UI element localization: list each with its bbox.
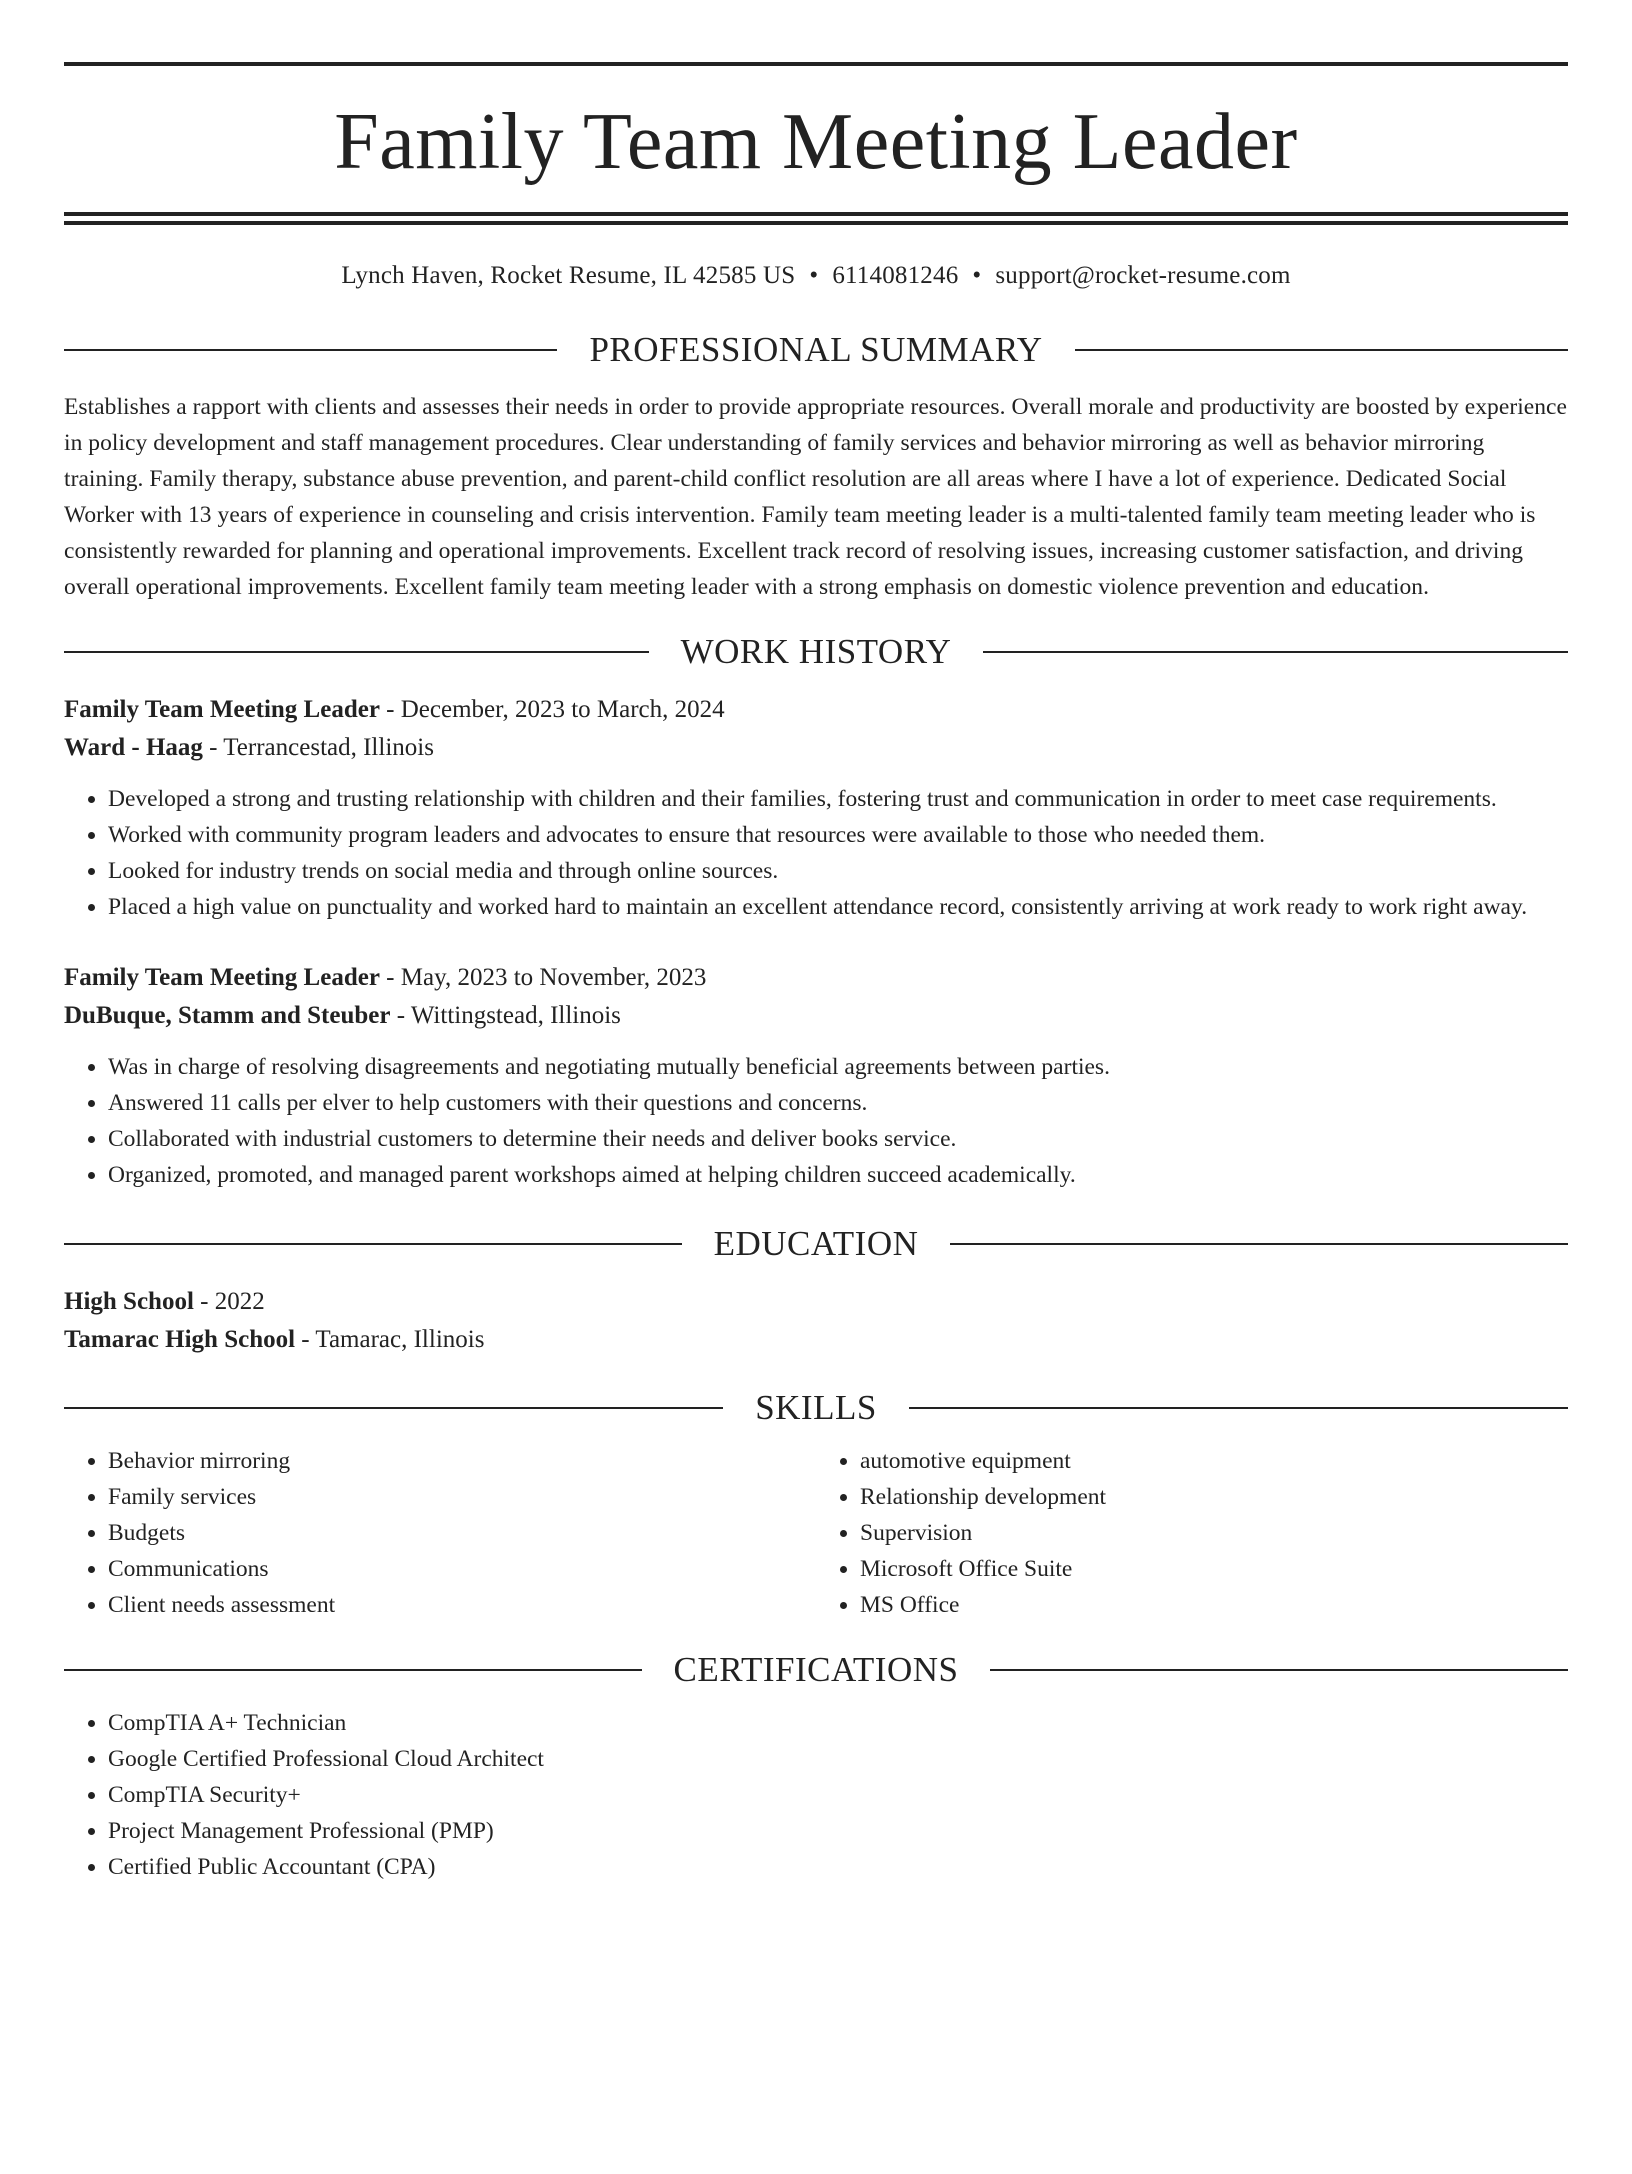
job-title-line [64, 691, 1568, 729]
title-double-rule [64, 212, 1568, 225]
job-bullets [64, 781, 1568, 925]
job-bullet: • Worked with community program leaders and advocates to ensure that resources were available to those who needed them. [108, 817, 1568, 853]
job-dates: - December, 2023 to March, 2024 [379, 696, 725, 723]
education-section-title: EDUCATION [713, 1224, 919, 1263]
job-title: Family Team Meeting Leader [64, 964, 380, 991]
summary-section-title: PROFESSIONAL SUMMARY [589, 330, 1043, 369]
skill-item: • Microsoft Office Suite [860, 1551, 1568, 1587]
skill-item: • Behavior mirroring [108, 1443, 816, 1479]
job-dates: - May, 2023 to November, 2023 [379, 964, 707, 991]
certifications-section-title: CERTIFICATIONS [673, 1650, 959, 1689]
education-degree: High School [64, 1288, 194, 1315]
education-school-line [64, 1321, 1568, 1359]
heading-rule-left [64, 349, 557, 351]
heading-rule-right [990, 1669, 1568, 1671]
job-bullet: • Was in charge of resolving disagreements and negotiating mutually beneficial agreements between parties. [108, 1049, 1568, 1085]
job-location: - Terrancestad, Illinois [202, 734, 434, 761]
heading-rule-left [64, 1243, 682, 1245]
job-bullet: • Collaborated with industrial customers to determine their needs and deliver books service. [108, 1121, 1568, 1157]
job-entry [64, 691, 1568, 925]
heading-rule-right [983, 651, 1568, 653]
education-entry [64, 1283, 1568, 1359]
skills-columns [64, 1443, 1568, 1623]
top-rule [64, 62, 1568, 66]
resume-page [0, 62, 1632, 2174]
skills-section-heading [64, 1387, 1568, 1429]
contact-phone: 6114081246 [832, 262, 959, 289]
job-bullets [64, 1049, 1568, 1193]
contact-line [64, 261, 1568, 291]
education-location: - Tamarac, Illinois [295, 1326, 485, 1353]
certification-item: • CompTIA Security+ [108, 1777, 1568, 1813]
job-title: Family Team Meeting Leader [64, 696, 380, 723]
certifications-section-heading [64, 1649, 1568, 1691]
heading-rule-left [64, 1669, 642, 1671]
certification-item: • Certified Public Accountant (CPA) [108, 1849, 1568, 1885]
heading-rule-right [909, 1407, 1568, 1409]
job-bullet: • Developed a strong and trusting relationship with children and their families, fostering trust and communication in order to meet case requirements. [108, 781, 1568, 817]
heading-rule-left [64, 1407, 723, 1409]
job-bullet: • Placed a high value on punctuality and worked hard to maintain an excellent attendance record, consistently arriving at work ready to work right away. [108, 889, 1568, 925]
contact-separator: • [809, 262, 819, 289]
skills-left-list [64, 1443, 816, 1623]
job-entry [64, 959, 1568, 1193]
heading-rule-right [950, 1243, 1568, 1245]
job-bullet: • Looked for industry trends on social media and through online sources. [108, 853, 1568, 889]
certifications-list [64, 1705, 1568, 1885]
education-section-heading [64, 1223, 1568, 1265]
job-company-line [64, 729, 1568, 767]
contact-address: Lynch Haven, Rocket Resume, IL 42585 US [341, 262, 796, 289]
contact-email: support@rocket-resume.com [995, 262, 1291, 289]
skills-section-title: SKILLS [755, 1388, 877, 1427]
job-bullet: • Answered 11 calls per elver to help customers with their questions and concerns. [108, 1085, 1568, 1121]
skills-right-list [816, 1443, 1568, 1623]
job-company: DuBuque, Stamm and Steuber [64, 1002, 391, 1029]
job-location: - Wittingstead, Illinois [390, 1002, 621, 1029]
certification-item: • Google Certified Professional Cloud Architect [108, 1741, 1568, 1777]
certification-item: • Project Management Professional (PMP) [108, 1813, 1568, 1849]
job-title-line [64, 959, 1568, 997]
resume-title: Family Team Meeting Leader [334, 98, 1298, 186]
skill-item: • Communications [108, 1551, 816, 1587]
job-bullet: • Organized, promoted, and managed parent workshops aimed at helping children succeed academically. [108, 1157, 1568, 1193]
heading-rule-right [1075, 349, 1568, 351]
skill-item: • Budgets [108, 1515, 816, 1551]
skill-item: • Supervision [860, 1515, 1568, 1551]
contact-separator: • [972, 262, 982, 289]
skill-item: • Family services [108, 1479, 816, 1515]
heading-rule-left [64, 651, 649, 653]
work-section-title: WORK HISTORY [680, 632, 952, 671]
education-degree-line [64, 1283, 1568, 1321]
summary-section-heading [64, 329, 1568, 371]
job-company: Ward - Haag [64, 734, 203, 761]
work-section-heading [64, 631, 1568, 673]
skill-item: • MS Office [860, 1587, 1568, 1623]
education-school: Tamarac High School [64, 1326, 296, 1353]
education-year: - 2022 [193, 1288, 265, 1315]
summary-paragraph: Establishes a rapport with clients and assesses their needs in order to provide appropriate resources. Overall morale and productivity are boosted by experience in policy development and staff management procedures. Clear understanding of family services and behavior mirroring as well as behavior mirroring training. Family therapy, substance abuse prevention, and parent-child conflict resolution are all areas where I have a lot of experience. Dedicated Social Worker with 13 years of experience in counseling and crisis intervention. Family team meeting leader is a multi-talented family team meeting leader who is consistently rewarded for planning and operational improvements. Excellent track record of resolving issues, increasing customer satisfaction, and driving overall operational improvements. Excellent family team meeting leader with a strong emphasis on domestic violence prevention and education. [64, 394, 1568, 600]
job-company-line [64, 997, 1568, 1035]
skill-item: • automotive equipment [860, 1443, 1568, 1479]
skill-item: • Relationship development [860, 1479, 1568, 1515]
certification-item: • CompTIA A+ Technician [108, 1705, 1568, 1741]
skill-item: • Client needs assessment [108, 1587, 816, 1623]
